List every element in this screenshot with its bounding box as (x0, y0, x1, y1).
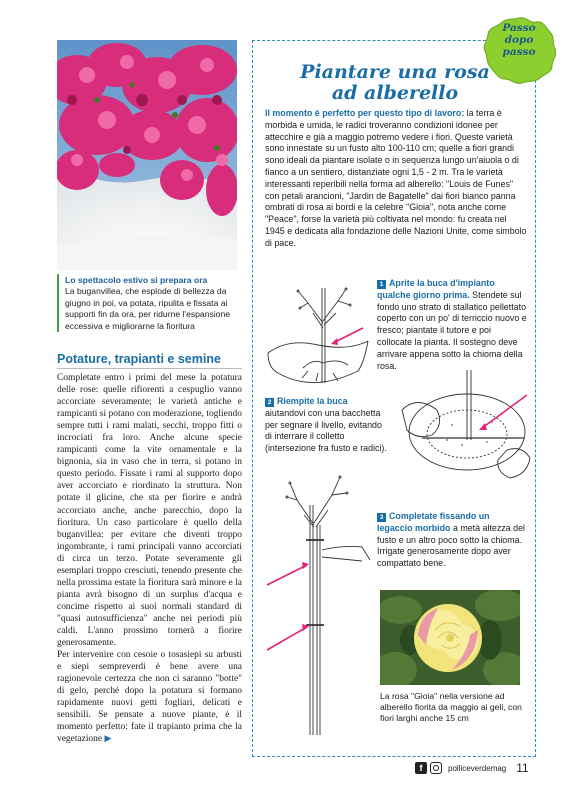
step-3 (377, 511, 527, 570)
continue-arrow-icon: ▶ (104, 734, 112, 745)
badge-line: dopo (504, 34, 534, 46)
bougainvillea-caption (57, 274, 242, 332)
badge-line: Passo (502, 22, 536, 34)
step-text: a metà altezza del fusto e un altro poco sotto la chioma. Irrigate generosamente dopo aver compattato bene. (377, 522, 525, 569)
page-footer (415, 761, 529, 775)
badge-line: passo (502, 46, 536, 58)
instagram-icon[interactable] (430, 762, 442, 774)
tying-illustration (262, 465, 374, 745)
rose-caption: La rosa "Gioia" nella versione ad alberello fiorita da maggio ai geli, con fiori larghi anche 15 cm (380, 691, 522, 724)
step-1 (377, 278, 527, 372)
step-text: aiutandovi con una bacchetta per segnare il livello, evitando di interrare il colletto (intersezione fra fusto e radici). (265, 407, 387, 454)
planting-hole-illustration (258, 283, 373, 398)
section-divider (57, 368, 242, 369)
section-paragraph-text: Per intervenire con cesoie o tosasiepi su arbusti e siepi sempreverdi è bene avere una ragionevole certezza che non ci saranno "botte" di gelo, perché dopo la potatura si formano rapidamente nuovi getti fogliari, delicati e sensibili. Se pensate a nuove piante, è il momento perfetto: fate il trapianto prima che la vegetazione (57, 650, 242, 745)
step-title: Riempite la buca (277, 396, 348, 406)
intro-text: la terra è morbida e umida, le radici troveranno condizioni idonee per attecchire e già a maggio potremo vedere i fiori. Queste varietà sono innestate su un fusto alto 100-110 cm; quelle a fiori grandi sono ideali da piantare isolate o in sequenza lungo un'aiuola o di fianco a un sentiero, distanziate ogni 1,5 - 2 m. Tra le varietà interessanti reperibili nella forma ad alberello: "Louis de Funes" con petali arancioni, "Jardin de Bagatelle" dai fiori bianco panna ombrati di rosa ai bordi e la celebre "Gioia", nota anche come "Peace", forse la varietà più coltivata nel mondo: fu creata nel 1945 e dedicata alla fondazione delle Nazioni Unite, come simbolo di pace. (265, 108, 527, 248)
step-text: Stendete sul fondo uno strato di stallatico pellettato coperto con un po' di terriccio nuovo e fresco; piantate il tutore e poi collocate la pianta. Il sostegno deve arrivare appena sotto la chioma della rosa. (377, 289, 527, 371)
caption-text: La buganvillea, che esplode di bellezza da giugno in poi, va potata, ripulita e fissata ai supporti fin da ora, per ridurne l'espansione eccessiva e migliorarne la fioritura (65, 286, 231, 331)
step-2 (265, 396, 390, 455)
intro-lead: Il momento è perfetto per questo tipo di lavoro: (265, 108, 465, 118)
step-title: Completate fissando un legaccio morbido (377, 511, 490, 533)
facebook-icon[interactable]: f (415, 762, 427, 774)
gioia-rose-photo (380, 590, 520, 685)
badge-text (482, 22, 556, 58)
intro-paragraph (265, 108, 527, 250)
section-paragraph (57, 649, 242, 745)
step-number-badge: 2 (265, 398, 274, 407)
step-number-badge: 3 (377, 513, 386, 522)
social-handle[interactable]: polliceverdemag (448, 763, 507, 773)
page-number: 11 (516, 761, 529, 775)
caption-title: Lo spettacolo estivo si prepara ora (65, 275, 208, 285)
step-title: Aprite la buca d'impianto qualche giorno prima. (377, 278, 495, 300)
article-title (290, 62, 500, 104)
step-number-badge: 1 (377, 280, 386, 289)
title-line: ad alberello (331, 82, 459, 104)
title-line: Piantare una rosa (300, 61, 490, 83)
section-title: Potature, trapianti e semine (57, 352, 221, 366)
bougainvillea-photo (57, 40, 237, 270)
section-paragraph: Completate entro i primi del mese la potatura delle rose: quelle rifiorenti a cespuglio vanno accorciate severamente; le varietà antiche e rampicanti si potano con moderazione, togliendo sempre tutti i rami malati, secchi, troppo fitti o incrociati fra loro. Anche alcune specie rampicanti come la vite ornamentale e la bignonia, sia in vaso che in terra, si potano in questo periodo. Fissate i rami al supporto dopo aver accorciato e riordinato la struttura. Non potate il glicine, che sta per fiorire e andrà accorciato anche, anche parecchio, dopo la fioritura. Un caso particolare è quello della buganvillea: per evitare che diventi troppo ingombrante, i rami principali vanno accorciati di circa un terzo. Potate severamente gli esemplari troppo cresciuti, tenendo presente che nella prossima estate la fioritura sarà minore e la pianta avrà bisogno di un surplus d'acqua e concime rispetto ai suoi normali standard di "quasi autosufficienza" anche nei periodi più caldi. L'anno prossimo tornerà a fiorire generosamente. (57, 373, 242, 649)
section-body (57, 372, 242, 745)
filling-hole-illustration (392, 370, 532, 485)
